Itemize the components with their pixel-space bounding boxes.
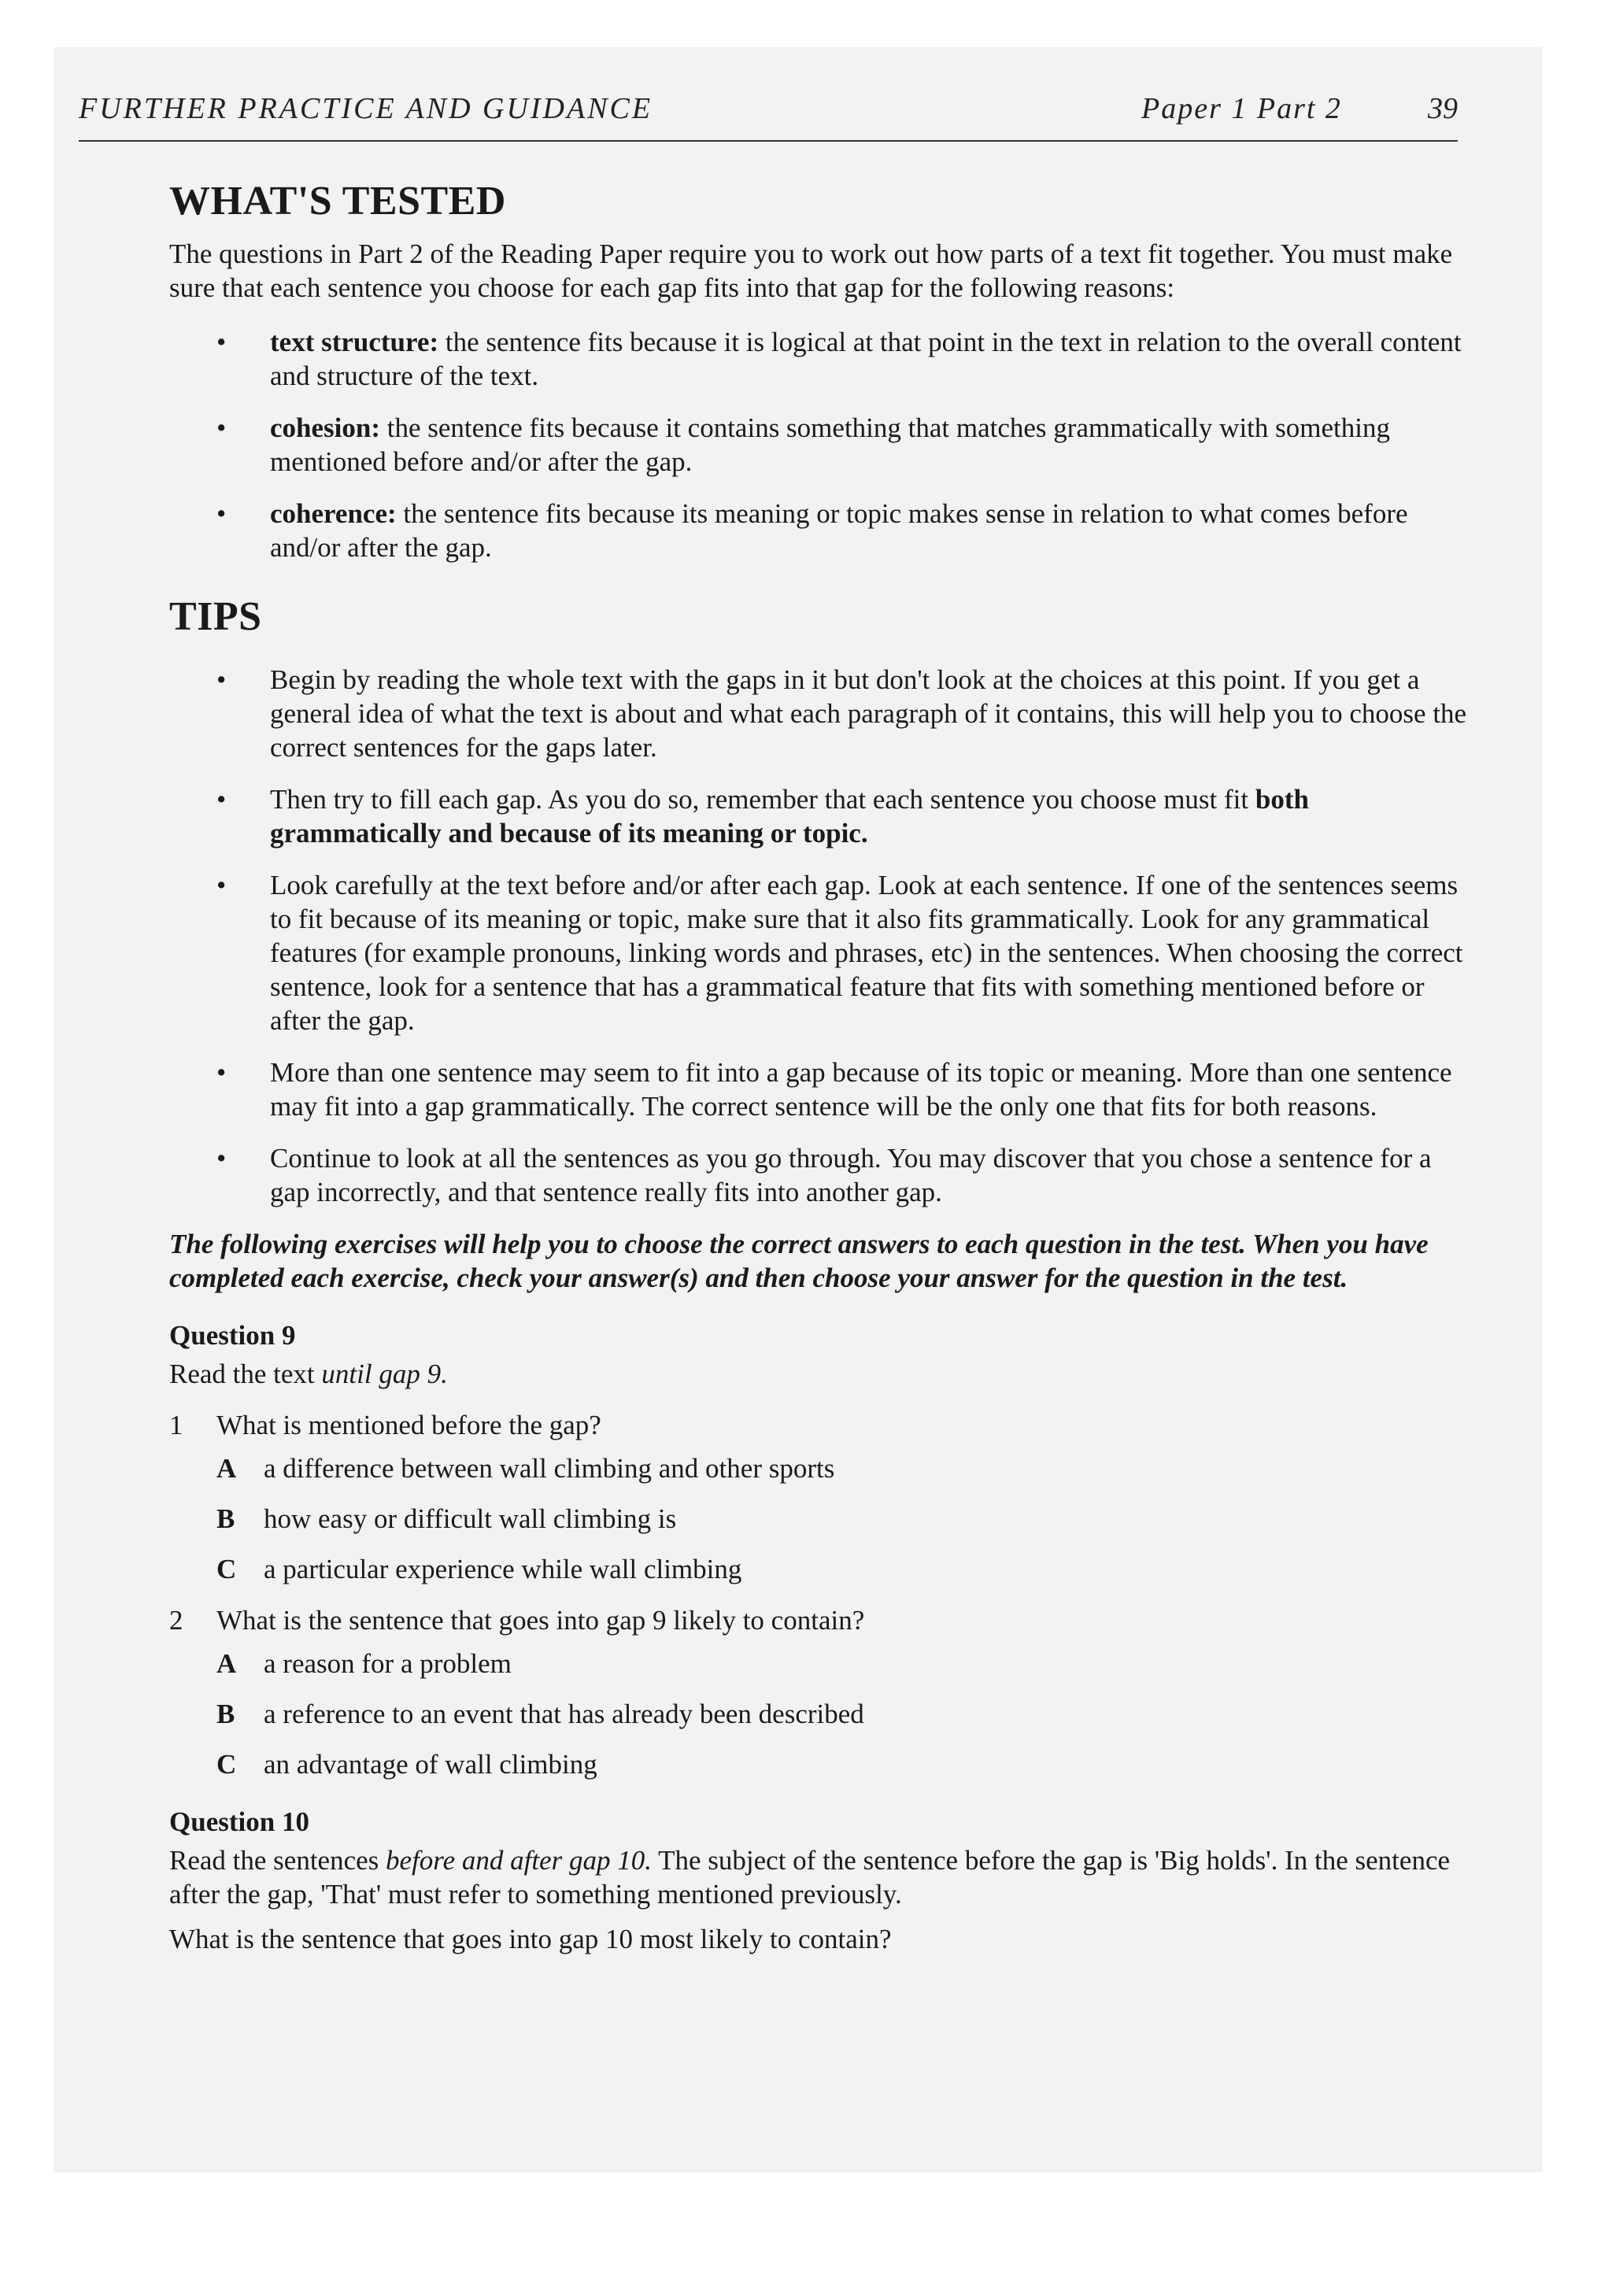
criterion-cohesion bbox=[169, 411, 1476, 479]
criterion-text-structure bbox=[169, 325, 1476, 393]
paragraph-text: The subject of the sentence before the gap is 'Big holds'. In the sentence after the gap, 'That' must refer to something mentioned previously. bbox=[169, 1844, 1451, 1910]
tip-item bbox=[169, 782, 1476, 850]
criterion-term: coherence: bbox=[270, 498, 397, 530]
exercises-note: The following exercises will help you to choose the correct answers to each question in the test. When you have completed each exercise, check your answer(s) and then choose your answer for the question in the test. bbox=[169, 1228, 1429, 1293]
option-text: a reference to an event that has already been described bbox=[264, 1698, 864, 1729]
option-text: a difference between wall climbing and other sports bbox=[264, 1452, 835, 1484]
question-9-instruction bbox=[169, 1357, 1476, 1391]
criterion-term: text structure: bbox=[270, 327, 439, 358]
criterion-text: the sentence fits because it contains something that matches grammatically with something mentioned before and/or after the gap. bbox=[270, 412, 1390, 478]
q9-2-option-c bbox=[169, 1747, 1476, 1781]
running-header bbox=[79, 85, 1458, 142]
bullet-icon: • bbox=[216, 412, 227, 444]
header-title: FURTHER PRACTICE AND GUIDANCE bbox=[79, 92, 653, 125]
subquestion-text: What is mentioned before the gap? bbox=[216, 1409, 601, 1440]
bullet-icon: • bbox=[216, 498, 227, 530]
subquestion-number: 1 bbox=[169, 1409, 183, 1440]
main-content bbox=[169, 177, 1476, 1967]
option-letter: A bbox=[216, 1452, 237, 1484]
option-letter: A bbox=[216, 1647, 237, 1679]
paragraph-text: Read the sentences bbox=[169, 1844, 386, 1876]
option-letter: B bbox=[216, 1698, 235, 1729]
criterion-text: the sentence fits because it is logical at that point in the text in relation to the overall content and structure of the text. bbox=[270, 327, 1462, 392]
bullet-icon: • bbox=[216, 1056, 227, 1088]
bullet-icon: • bbox=[216, 327, 227, 358]
option-text: a reason for a problem bbox=[264, 1647, 512, 1679]
tip-emphasis: both grammatically and because of its meaning or topic. bbox=[270, 783, 1309, 849]
criterion-coherence bbox=[169, 497, 1476, 564]
tip-item bbox=[169, 868, 1476, 1037]
subquestion-number: 2 bbox=[169, 1604, 183, 1636]
option-letter: C bbox=[216, 1553, 237, 1584]
criterion-term: cohesion: bbox=[270, 412, 380, 444]
tip-item bbox=[169, 663, 1476, 764]
q9-subquestion-2 bbox=[169, 1603, 1476, 1637]
instruction-italic: until gap 9. bbox=[321, 1358, 448, 1389]
bullet-icon: • bbox=[216, 1142, 227, 1174]
q9-2-option-b bbox=[169, 1697, 1476, 1731]
option-letter: B bbox=[216, 1503, 235, 1534]
tips-list bbox=[169, 663, 1476, 1209]
header-paper-part: Paper 1 Part 2 bbox=[1141, 92, 1342, 125]
option-text: an advantage of wall climbing bbox=[264, 1748, 597, 1780]
tip-text: Continue to look at all the sentences as you go through. You may discover that you chose a sentence for a gap incorrectly, and that sentence really fits into another gap. bbox=[270, 1142, 1432, 1207]
question-10-heading: Question 10 bbox=[169, 1806, 309, 1837]
tip-item bbox=[169, 1141, 1476, 1209]
tip-item bbox=[169, 1056, 1476, 1123]
bullet-icon: • bbox=[216, 869, 227, 900]
q9-1-option-b bbox=[169, 1502, 1476, 1536]
bullet-icon: • bbox=[216, 783, 227, 815]
tip-text: More than one sentence may seem to fit into a gap because of its topic or meaning. More than one sentence may fit into a gap grammatically. The correct sentence will be the only one that fits for both reasons. bbox=[270, 1056, 1452, 1122]
question-9-heading: Question 9 bbox=[169, 1319, 296, 1351]
question-10-prompt: What is the sentence that goes into gap 10 most likely to contain? bbox=[169, 1923, 892, 1954]
tips-heading: TIPS bbox=[169, 594, 262, 640]
tip-text: Look carefully at the text before and/or after each gap. Look at each sentence. If one of the sentences seems to fit because of its meaning or topic, make sure that it also fits grammatically. Look for any grammatical features (for example pronouns, linking words and phrases, etc) in the sentences. When choosing the correct sentence, look for a sentence that has a grammatical feature that fits with something mentioned before or after the gap. bbox=[270, 869, 1463, 1036]
q9-subquestion-1 bbox=[169, 1408, 1476, 1442]
bullet-icon: • bbox=[216, 664, 227, 695]
q9-1-option-a bbox=[169, 1451, 1476, 1485]
q9-1-option-c bbox=[169, 1552, 1476, 1586]
tip-text: Then try to fill each gap. As you do so, remember that each sentence you choose must fit bbox=[270, 783, 1255, 815]
q9-2-option-a bbox=[169, 1647, 1476, 1680]
whats-tested-heading: WHAT'S TESTED bbox=[169, 179, 506, 224]
option-text: how easy or difficult wall climbing is bbox=[264, 1503, 677, 1534]
instruction-text: Read the text bbox=[169, 1358, 322, 1389]
page-number: 39 bbox=[1428, 92, 1458, 125]
option-letter: C bbox=[216, 1748, 237, 1780]
paragraph-italic: before and after gap 10. bbox=[386, 1844, 652, 1876]
subquestion-text: What is the sentence that goes into gap 9 likely to contain? bbox=[216, 1604, 865, 1636]
criterion-text: the sentence fits because its meaning or topic makes sense in relation to what comes before and/or after the gap. bbox=[270, 498, 1408, 564]
question-10-paragraph bbox=[169, 1843, 1476, 1911]
option-text: a particular experience while wall climbing bbox=[264, 1553, 742, 1584]
whats-tested-intro: The questions in Part 2 of the Reading Paper require you to work out how parts of a text fit together. You must make sure that each sentence you choose for each gap fits into that gap for the following reasons: bbox=[169, 238, 1453, 304]
tip-text: Begin by reading the whole text with the gaps in it but don't look at the choices at this point. If you get a general idea of what the text is about and what each paragraph of it contains, this will help you to choose the correct sentences for the gaps later. bbox=[270, 664, 1467, 763]
tested-criteria-list bbox=[169, 325, 1476, 564]
